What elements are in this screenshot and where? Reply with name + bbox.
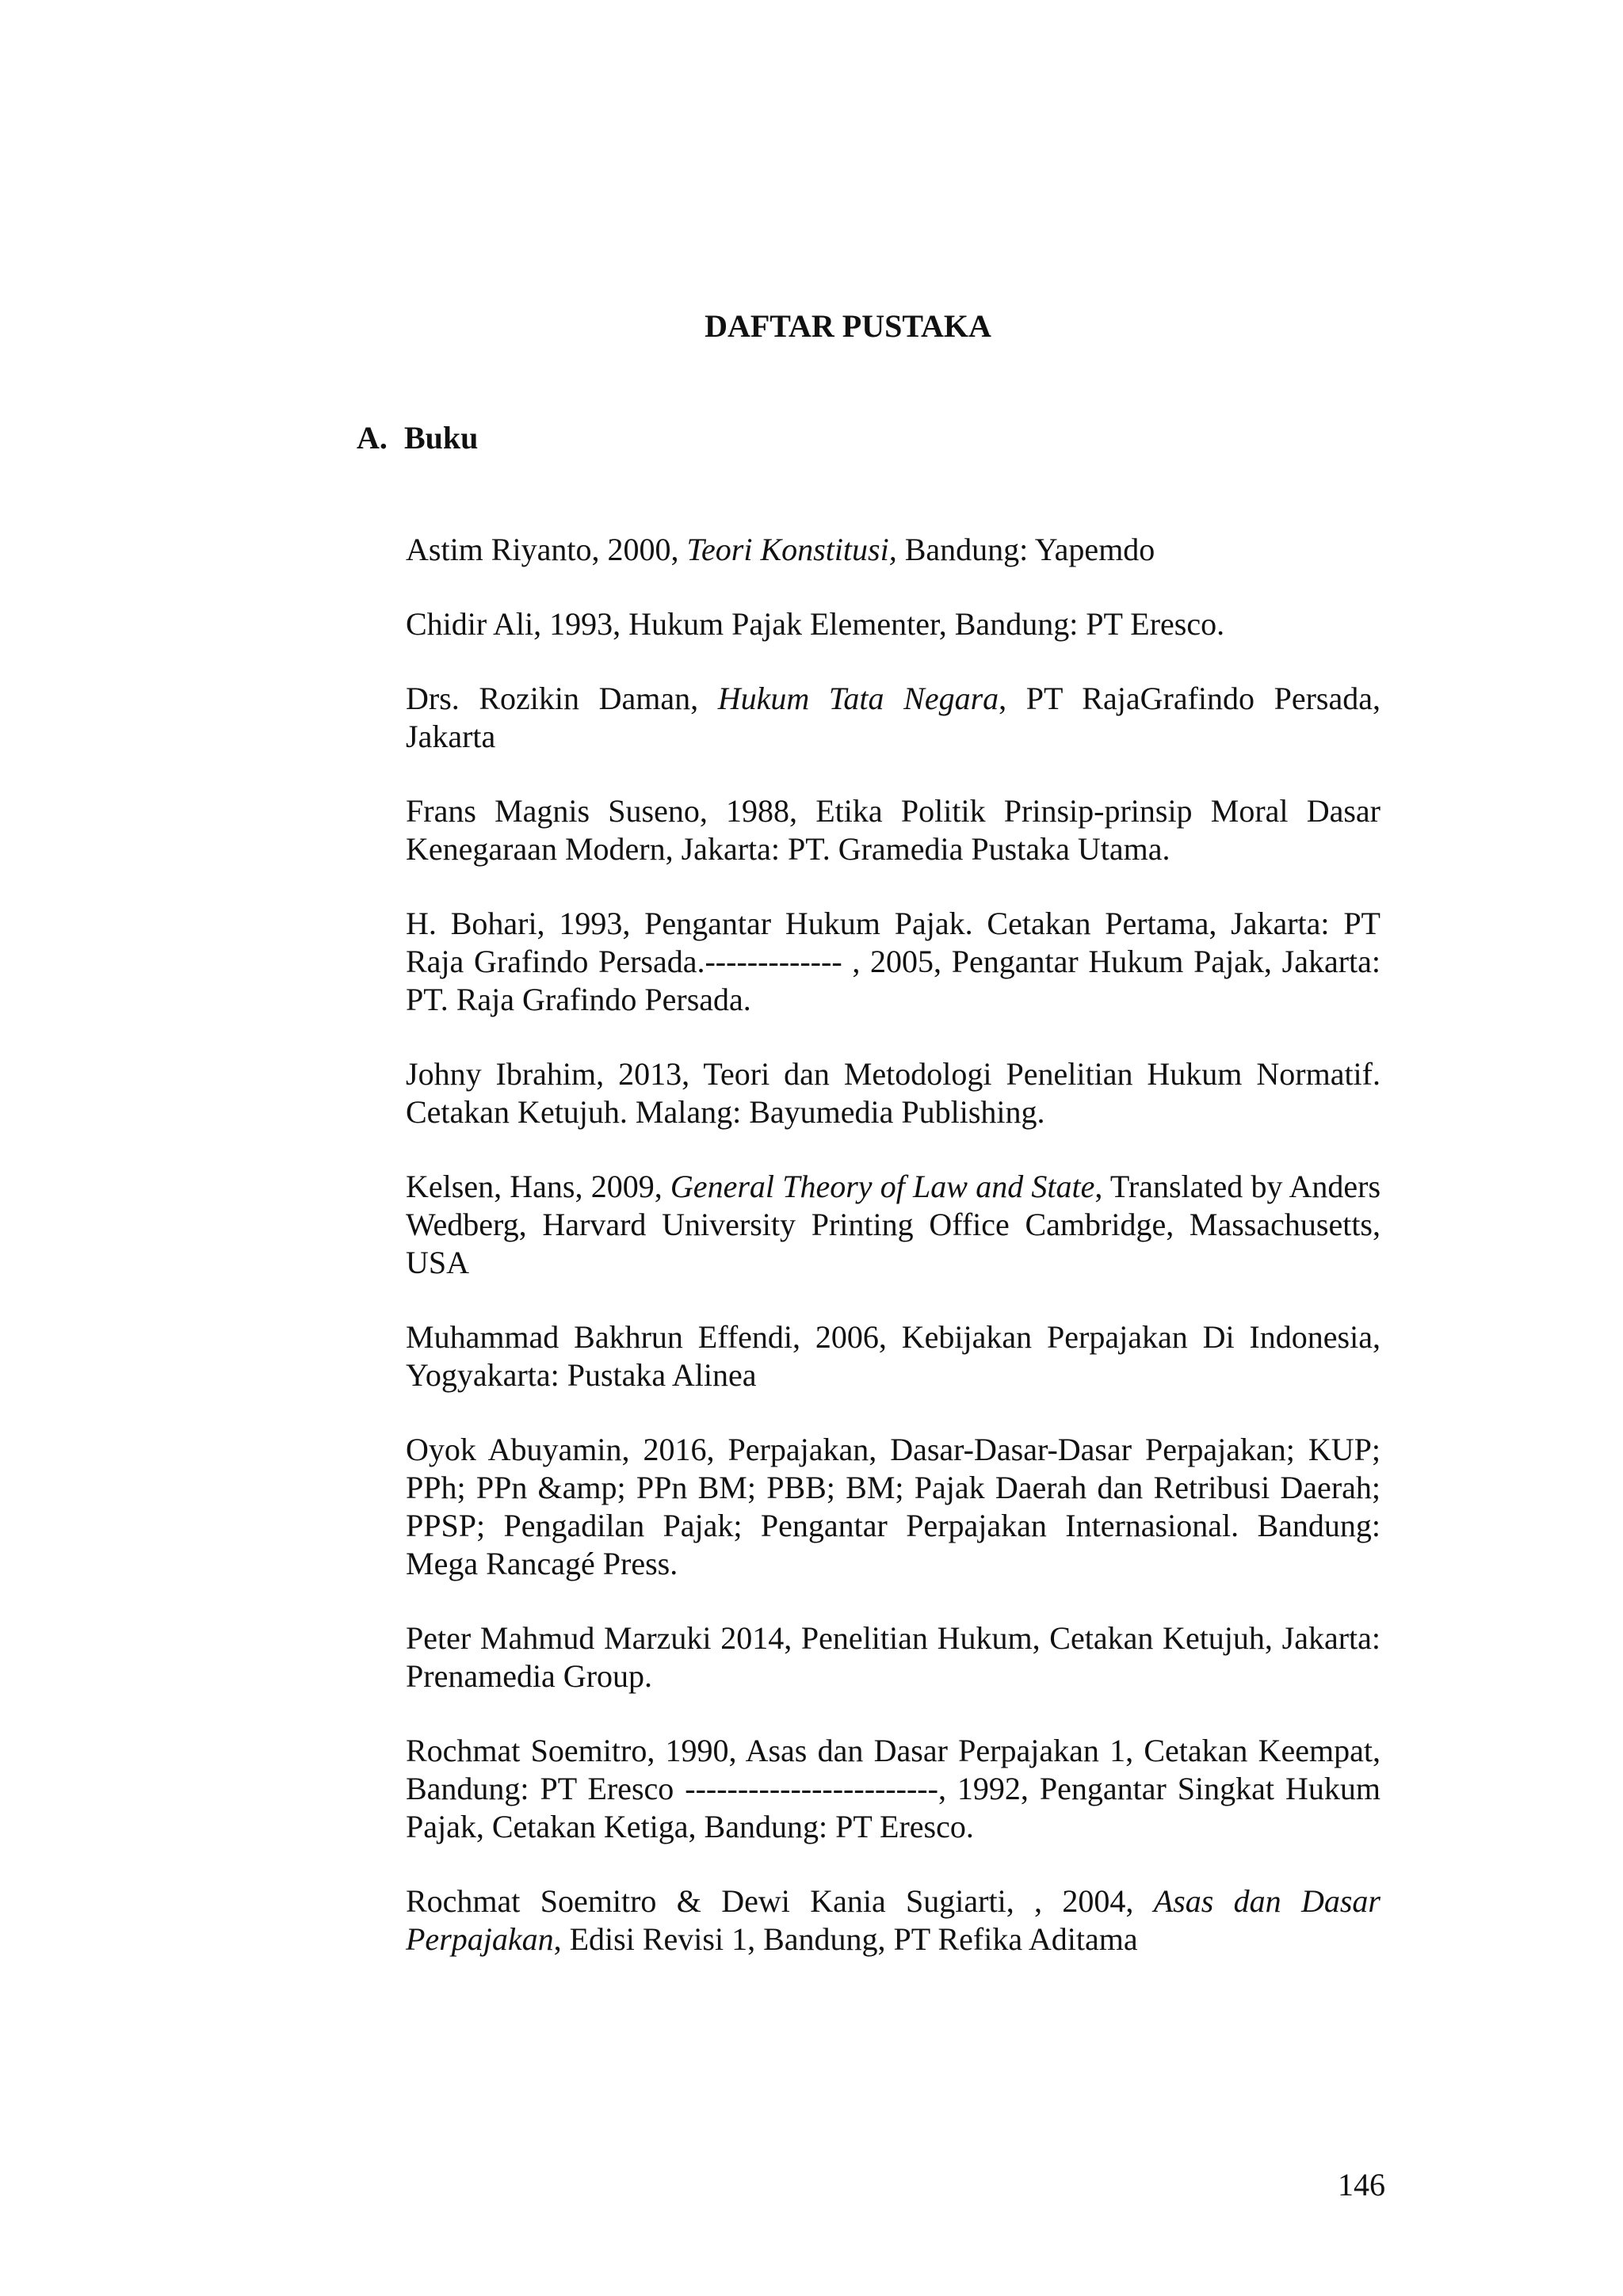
reference-text: Rochmat Soemitro, 1990, Asas dan Dasar Perpajakan 1, Cetakan Keempat, Bandung: PT Eresco ------------------------, 1992, Pengantar Singkat Hukum Pajak, Cetakan Ketiga, Bandung: PT Eresco.: [406, 1733, 1381, 1844]
reference-title-italic: Asas dan Dasar Perpajakan: [406, 1883, 1381, 1957]
reference-entry: [406, 680, 1381, 756]
reference-text: Astim Riyanto, 2000,: [406, 532, 687, 567]
reference-entry: [406, 792, 1381, 868]
reference-list: [406, 531, 1381, 1995]
section-heading: [357, 419, 478, 457]
reference-entry: [406, 605, 1381, 643]
reference-text: Bandung: Yapemdo: [896, 532, 1155, 567]
page-title: DAFTAR PUSTAKA: [705, 308, 991, 344]
page-number: 146: [1338, 2167, 1385, 2203]
section-label: Buku: [404, 420, 479, 456]
reference-text: Muhammad Bakhrun Effendi, 2006, Kebijakan Perpajakan Di Indonesia, Yogyakarta: Pustaka Alinea: [406, 1319, 1381, 1393]
reference-text: , Edisi Revisi 1, Bandung, PT Refika Aditama: [553, 1921, 1138, 1957]
reference-entry: [406, 1168, 1381, 1282]
reference-text: Chidir Ali, 1993, Hukum Pajak Elementer, Bandung: PT Eresco.: [406, 606, 1225, 642]
reference-text: Oyok Abuyamin, 2016, Perpajakan, Dasar-Dasar-Dasar Perpajakan; KUP; PPh; PPn &amp; PPn BM; PBB; BM; Pajak Daerah dan Retribusi Daerah; PPSP; Pengadilan Pajak; Pengantar Perpajakan Internasional. Bandung: Mega Rancagé Press.: [406, 1432, 1381, 1581]
reference-text: Rochmat Soemitro & Dewi Kania Sugiarti, , 2004,: [406, 1883, 1154, 1919]
reference-entry: [406, 531, 1381, 569]
reference-entry: [406, 905, 1381, 1019]
reference-entry: [406, 1431, 1381, 1583]
reference-text: Kelsen, Hans, 2009,: [406, 1169, 670, 1204]
reference-text: Johny Ibrahim, 2013, Teori dan Metodologi Penelitian Hukum Normatif. Cetakan Ketujuh. Malang: Bayumedia Publishing.: [406, 1056, 1381, 1130]
reference-text: , Translated by Anders Wedberg, Harvard University Printing Office Cambridge, Massachusetts, USA: [406, 1169, 1381, 1280]
reference-text: Drs. Rozikin Daman,: [406, 681, 718, 716]
reference-text: H. Bohari, 1993, Pengantar Hukum Pajak. Cetakan Pertama, Jakarta: PT Raja Grafindo Persada.------------- , 2005, Pengantar Hukum Pajak, Jakarta: PT. Raja Grafindo Persada.: [406, 906, 1381, 1017]
reference-text: Peter Mahmud Marzuki 2014, Penelitian Hukum, Cetakan Ketujuh, Jakarta: Prenamedia Group.: [406, 1620, 1381, 1694]
reference-title-italic: General Theory of Law and State: [670, 1169, 1095, 1204]
reference-entry: [406, 1055, 1381, 1131]
section-letter: A.: [357, 420, 388, 456]
reference-text: , PT RajaGrafindo Persada, Jakarta: [406, 681, 1381, 754]
reference-title-italic: Teori Konstitusi,: [686, 532, 897, 567]
reference-entry: [406, 1882, 1381, 1958]
reference-entry: [406, 1318, 1381, 1394]
reference-title-italic: Hukum Tata Negara: [717, 681, 999, 716]
reference-entry: [406, 1619, 1381, 1695]
reference-text: Frans Magnis Suseno, 1988, Etika Politik Prinsip-prinsip Moral Dasar Kenegaraan Modern, Jakarta: PT. Gramedia Pustaka Utama.: [406, 793, 1381, 867]
reference-entry: [406, 1732, 1381, 1846]
